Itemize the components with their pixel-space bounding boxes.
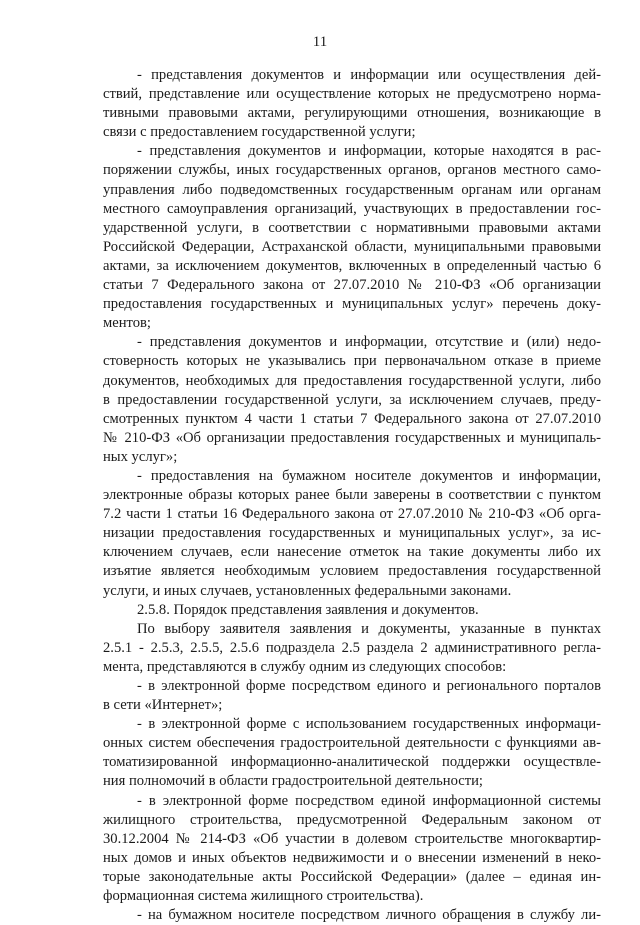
text-line: томатизированной информационно-аналитической поддержки осуществле-	[103, 754, 601, 771]
text-line: статьи 7 Федерального закона от 27.07.2010 № 210-ФЗ «Об организации	[103, 277, 601, 294]
text-line: управления либо подведомственных государственным органам или органам	[103, 181, 601, 198]
page-number: 11	[312, 34, 328, 50]
text-line: ствий, представление или осуществление которых не предусмотрено норма-	[103, 86, 601, 103]
text-line: стоверность которых не указывались при первоначальном отказе в приеме	[103, 353, 601, 370]
text-line: - предоставления на бумажном носителе документов и информации,	[137, 467, 601, 484]
text-line: № 210-ФЗ «Об организации предоставления государственных и муниципаль-	[103, 429, 601, 446]
text-line: ных услуг»;	[103, 448, 178, 465]
text-line: электронные образы которых ранее были заверены в соответствии с пунктом	[103, 487, 601, 504]
text-line: - в электронной форме посредством единой информационной системы	[137, 792, 601, 809]
text-line: тивными правовыми актами, регулирующими отношения, возникающие в	[103, 105, 601, 122]
text-line: мента, представляются в службу одним из следующих способов:	[103, 658, 507, 675]
text-line: 7.2 части 1 статьи 16 Федерального закона от 27.07.2010 № 210-ФЗ «Об орга-	[103, 506, 601, 523]
text-line: в предоставлении государственной услуги, за исключением случаев, преду-	[103, 391, 601, 408]
text-line: предоставления государственных и муниципальных услуг» перечень доку-	[103, 296, 601, 313]
text-line: ударственной услуги, в соответствии с нормативными правовыми актами	[103, 219, 601, 236]
text-line: - представления документов и информации, отсутствие и (или) недо-	[137, 334, 601, 351]
text-line: 2.5.8. Порядок представления заявления и документов.	[137, 601, 479, 618]
text-line: изъятие является необходимым условием предоставления государственной	[103, 563, 601, 580]
text-line: связи с предоставлением государственной услуги;	[103, 124, 416, 141]
text-line: 30.12.2004 № 214-ФЗ «Об участии в долевом строительстве многоквартир-	[103, 830, 601, 847]
text-line: - на бумажном носителе посредством личного обращения в службу ли-	[137, 907, 601, 924]
text-line: торые законодательные акты Российской Федерации» (далее – единая ин-	[103, 868, 601, 885]
text-line: в сети «Интернет»;	[103, 697, 223, 714]
text-line: документов, необходимых для предоставления государственной услуги, либо	[103, 372, 601, 389]
text-line: актами, за исключением документов, включенных в определенный частью 6	[103, 257, 601, 274]
text-line: низации предоставления государственных и муниципальных услуг», за ис-	[103, 525, 601, 542]
text-line: - представления документов и информации или осуществления дей-	[137, 67, 601, 83]
text-line: По выбору заявителя заявления и документы, указанные в пунктах	[137, 620, 601, 637]
document-body-text	[103, 66, 601, 925]
text-line: местного самоуправления организаций, участвующих в предоставлении гос-	[103, 200, 601, 217]
text-line: ключением случаев, если нанесение отметок на такие документы либо их	[103, 544, 601, 561]
text-line: жилищного строительства, предусмотренной Федеральным законом от	[103, 811, 601, 828]
text-line: 2.5.1 - 2.5.3, 2.5.5, 2.5.6 подраздела 2.5 раздела 2 административного регла-	[103, 639, 601, 656]
text-line: ных домов и иных объектов недвижимости и о внесении изменений в неко-	[103, 849, 601, 866]
text-line: формационная система жилищного строительства).	[103, 888, 424, 905]
text-line: услуги, и иных случаев, установленных федеральными законами.	[103, 582, 512, 599]
text-line: - представления документов и информации, которые находятся в рас-	[137, 143, 601, 160]
text-line: смотренных пунктом 4 части 1 статьи 7 Федерального закона от 27.07.2010	[103, 410, 601, 427]
text-line: ментов;	[103, 315, 151, 332]
text-line: онных систем обеспечения градостроительной деятельности с функциями ав-	[103, 735, 601, 752]
text-line: Российской Федерации, Астраханской области, муниципальными правовыми	[103, 238, 601, 255]
text-line: - в электронной форме посредством единого и регионального порталов	[137, 678, 601, 694]
text-line: - в электронной форме с использованием государственных информаци-	[137, 716, 601, 733]
text-line: поряжении службы, иных государственных органов, органов местного само-	[103, 162, 601, 179]
text-line: ния полномочий в области градостроительной деятельности;	[103, 773, 483, 790]
